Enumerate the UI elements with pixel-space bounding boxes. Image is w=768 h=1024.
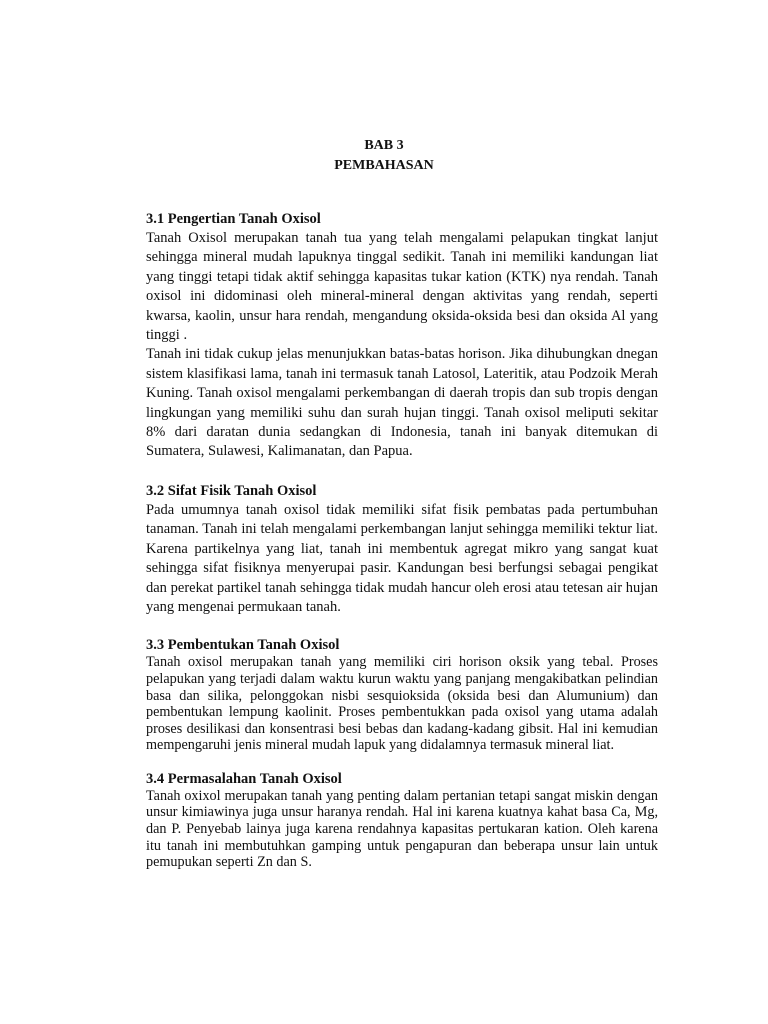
chapter-heading [0, 136, 768, 176]
paragraph: Tanah Oxisol merupakan tanah tua yang telah mengalami pelapukan tingkat lanjut sehingga mineral mudah lapuknya tinggal sedikit. Tanah ini memiliki kandungan liat yang tinggi tetapi tidak aktif sehingga kapasitas tukar kation (KTK) nya rendah. Tanah oxisol ini didominasi oleh mineral-mineral dengan aktivitas yang rendah, seperti kwarsa, kaolin, unsur hara rendah, mengandung oksida-oksida besi dan oksida Al yang tinggi . [146, 230, 658, 344]
section-heading: 3.1 Pengertian Tanah Oxisol [146, 211, 321, 227]
section-permasalahan [146, 771, 658, 871]
chapter-number: BAB 3 [364, 138, 404, 153]
section-pembentukan [146, 637, 658, 754]
document-body [146, 210, 658, 871]
paragraph: Tanah ini tidak cukup jelas menunjukkan batas-batas horison. Jika dihubungkan dnegan sistem klasifikasi lama, tanah ini termasuk tanah Latosol, Lateritik, atau Podzoik Merah Kuning. Tanah oxisol mengalami perkembangan di daerah tropis dan sub tropis dengan lingkungan yang memiliki suhu dan surah hujan tinggi. Tanah oxisol meliputi sekitar 8% dari daratan dunia sedangkan di Indonesia, tanah ini banyak ditemukan di Sumatera, Sulawesi, Kalimanatan, dan Papua. [146, 346, 658, 460]
chapter-title: PEMBAHASAN [334, 158, 434, 173]
section-heading: 3.4 Permasalahan Tanah Oxisol [146, 770, 342, 787]
section-heading: 3.2 Sifat Fisik Tanah Oxisol [146, 482, 317, 499]
paragraph: Tanah oxixol merupakan tanah yang penting dalam pertanian tetapi sangat miskin dengan unsur kimiawinya juga unsur haranya rendah. Hal ini karena kuatnya kahat basa Ca, Mg, dan P. Penyebab lainya juga karena rendahnya kapasitas pertukaran kation. Oleh karena itu tanah ini membutuhkan gamping untuk pengapuran dan beberapa unsur lain untuk pemupukan seperti Zn dan S. [146, 787, 658, 871]
section-pengertian [146, 210, 658, 462]
paragraph: Pada umumnya tanah oxisol tidak memiliki sifat fisik pembatas pada pertumbuhan tanaman. Tanah ini telah mengalami perkembangan lanjut sehingga memiliki tektur liat. Karena partikelnya yang liat, tanah ini membentuk agregat mikro yang sangat kuat sehingga sifat fisiknya menyerupai pasir. Kandungan besi berfungsi sebagai pengikat dan perekat partikel tanah sehingga tidak mudah hancur oleh erosi atau tetesan air hujan yang mengenai permukaan tanah. [146, 501, 658, 615]
section-sifat-fisik [146, 482, 658, 617]
paragraph: Tanah oxisol merupakan tanah yang memiliki ciri horison oksik yang tebal. Proses pelapukan yang terjadi dalam waktu kurun waktu yang panjang mengakibatkan pelindian basa dan silika, pelonggokan nisbi sesquioksida (oksida besi dan Alumunium) dan pembentukan lempung kaolinit. Proses pembentukkan pada oxisol yang utama adalah proses desilikasi dan konsentrasi besi bebas dan kadang-kadang gibsit. Hal ini kemudian mempengaruhi jenis mineral mudah lapuk yang didalamnya termasuk mineral liat. [146, 654, 658, 754]
section-heading: 3.3 Pembentukan Tanah Oxisol [146, 637, 340, 654]
